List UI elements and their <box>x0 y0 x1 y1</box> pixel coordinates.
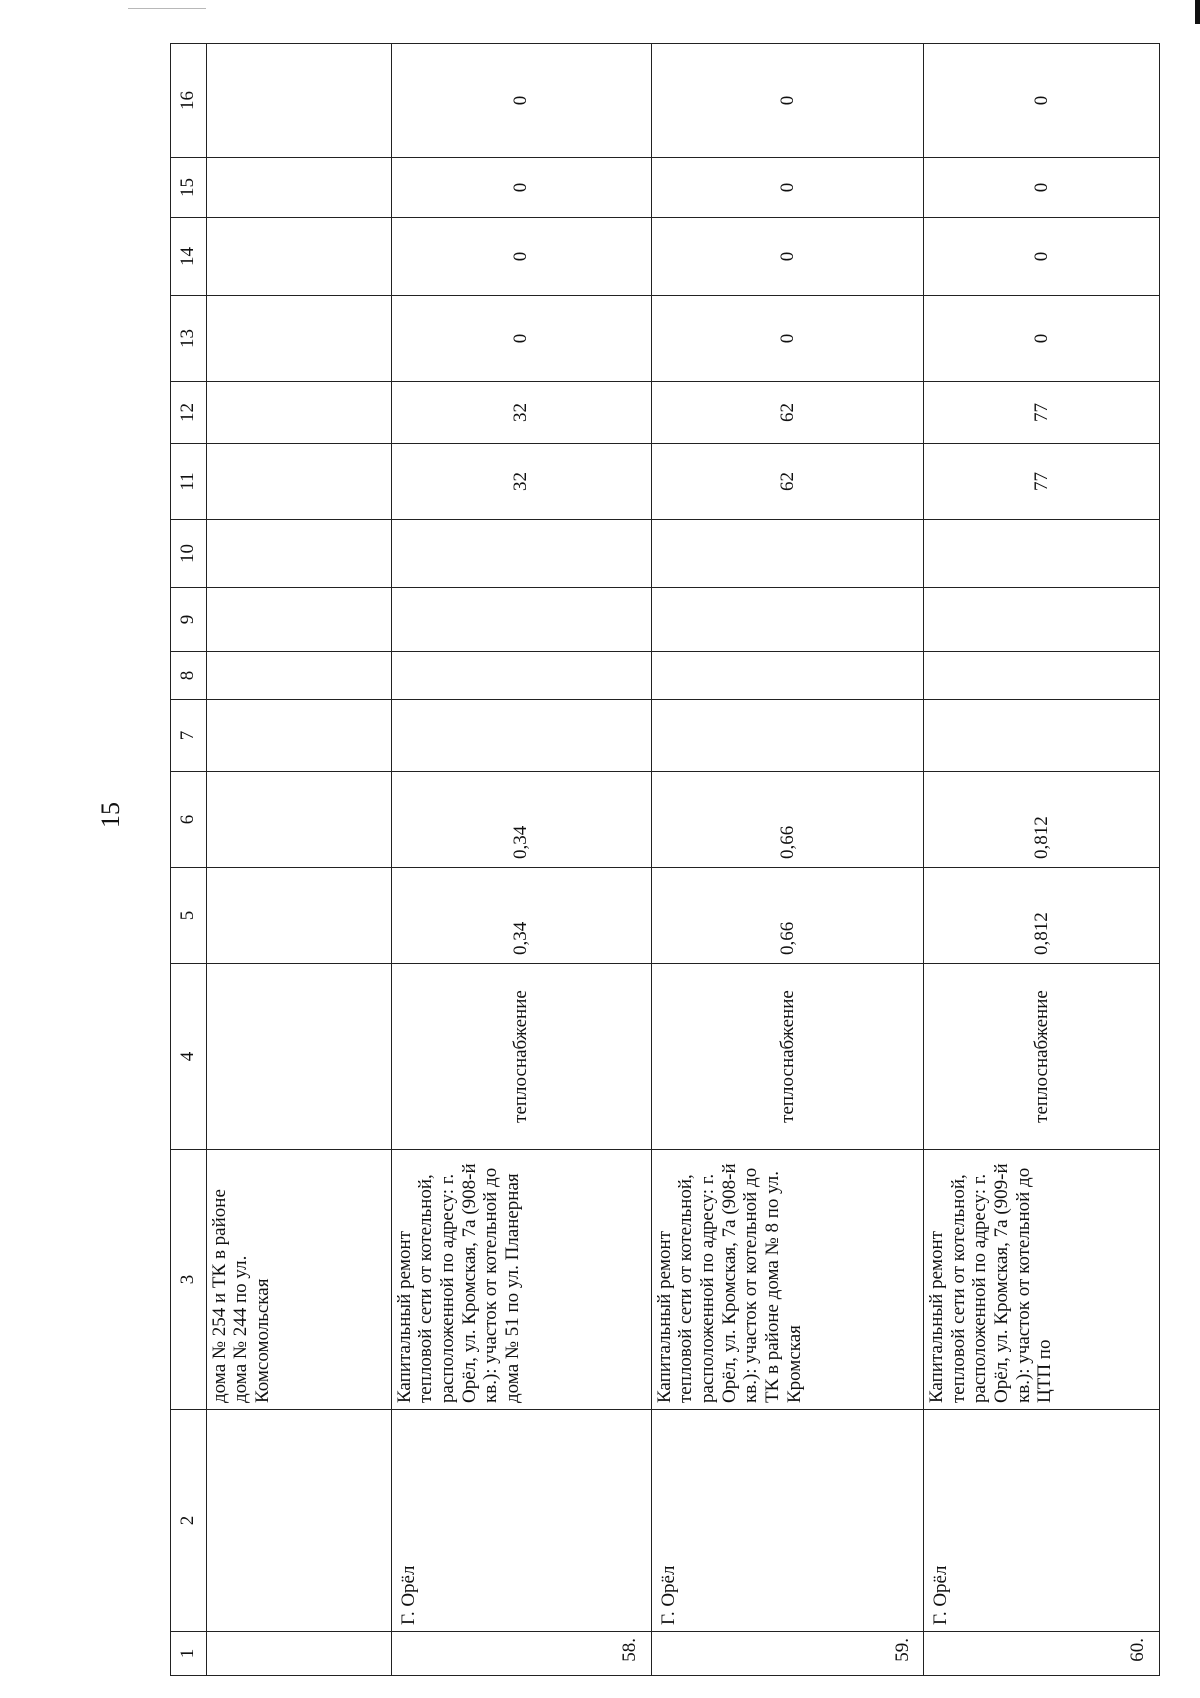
scan-artifact-line <box>128 8 206 9</box>
row-type: теплоснабжение <box>391 964 651 1150</box>
row-description: Капитальный ремонт тепловой сети от котельной, расположенной по адресу: г. Орёл, ул. Кромская, 7а (908-й кв.): участок от котельной до ТК в районе дома № 8 по ул. Кромская <box>651 1150 923 1410</box>
cell-empty <box>206 652 391 700</box>
continuation-description: дома № 254 и ТК в районе дома № 244 по ул. Комсомольская <box>206 1150 391 1410</box>
row-col13: 0 <box>924 296 1160 382</box>
row-col5: 0,66 <box>651 868 923 964</box>
row-city: Г. Орёл <box>924 1410 1160 1632</box>
works-table <box>170 43 1160 1676</box>
header-cell: 12 <box>171 382 207 444</box>
scan-edge-mark <box>1195 0 1200 24</box>
cell-empty <box>206 964 391 1150</box>
row-col10 <box>924 520 1160 588</box>
row-col13: 0 <box>651 296 923 382</box>
row-col9 <box>651 588 923 652</box>
table-row <box>391 44 651 1676</box>
header-cell: 11 <box>171 444 207 520</box>
row-col8 <box>391 652 651 700</box>
row-col12: 32 <box>391 382 651 444</box>
row-col14: 0 <box>391 218 651 296</box>
row-col8 <box>924 652 1160 700</box>
header-cell: 15 <box>171 158 207 218</box>
header-cell: 7 <box>171 700 207 772</box>
row-col13: 0 <box>391 296 651 382</box>
row-col8 <box>651 652 923 700</box>
cell-empty <box>206 444 391 520</box>
row-col16: 0 <box>651 44 923 158</box>
header-row <box>171 44 207 1676</box>
header-cell: 14 <box>171 218 207 296</box>
header-cell: 8 <box>171 652 207 700</box>
row-type: теплоснабжение <box>651 964 923 1150</box>
header-cell: 1 <box>171 1632 207 1676</box>
row-col12: 62 <box>651 382 923 444</box>
row-col15: 0 <box>391 158 651 218</box>
table-row <box>924 44 1160 1676</box>
row-col5: 0,812 <box>924 868 1160 964</box>
row-description: Капитальный ремонт тепловой сети от котельной, расположенной по адресу: г. Орёл, ул. Кромская, 7а (909-й кв.): участок от котельной до ЦТП по <box>924 1150 1160 1410</box>
row-number: 60. <box>924 1632 1160 1676</box>
row-col10 <box>651 520 923 588</box>
cell-empty <box>206 588 391 652</box>
header-cell: 9 <box>171 588 207 652</box>
row-col5: 0,34 <box>391 868 651 964</box>
row-col6: 0,812 <box>924 772 1160 868</box>
row-col9 <box>924 588 1160 652</box>
row-type: теплоснабжение <box>924 964 1160 1150</box>
row-col6: 0,66 <box>651 772 923 868</box>
table-row <box>651 44 923 1676</box>
cell-empty <box>206 520 391 588</box>
row-col15: 0 <box>651 158 923 218</box>
cell-empty <box>206 772 391 868</box>
header-cell: 10 <box>171 520 207 588</box>
row-number: 59. <box>651 1632 923 1676</box>
cell-empty <box>206 158 391 218</box>
row-city: Г. Орёл <box>651 1410 923 1632</box>
row-col11: 77 <box>924 444 1160 520</box>
row-col7 <box>651 700 923 772</box>
row-col16: 0 <box>924 44 1160 158</box>
cell-empty <box>206 700 391 772</box>
row-col15: 0 <box>924 158 1160 218</box>
cell-empty <box>206 296 391 382</box>
rotated-table-stage <box>170 44 1160 1676</box>
header-cell: 16 <box>171 44 207 158</box>
cell-empty <box>206 44 391 158</box>
page-number: 15 <box>96 802 125 828</box>
row-col12: 77 <box>924 382 1160 444</box>
cell-empty <box>206 1410 391 1632</box>
row-col11: 32 <box>391 444 651 520</box>
row-description: Капитальный ремонт тепловой сети от котельной, расположенной по адресу: г. Орёл, ул. Кромская, 7а (908-й кв.): участок от котельной до дома № 51 по ул. Планерная <box>391 1150 651 1410</box>
row-city: Г. Орёл <box>391 1410 651 1632</box>
row-col16: 0 <box>391 44 651 158</box>
row-col10 <box>391 520 651 588</box>
cell-empty <box>206 1632 391 1676</box>
row-number: 58. <box>391 1632 651 1676</box>
header-cell: 13 <box>171 296 207 382</box>
continuation-row <box>206 44 391 1676</box>
row-col7 <box>924 700 1160 772</box>
row-col6: 0,34 <box>391 772 651 868</box>
cell-empty <box>206 868 391 964</box>
row-col11: 62 <box>651 444 923 520</box>
header-cell: 4 <box>171 964 207 1150</box>
row-col14: 0 <box>924 218 1160 296</box>
row-col9 <box>391 588 651 652</box>
row-col14: 0 <box>651 218 923 296</box>
header-cell: 6 <box>171 772 207 868</box>
header-cell: 5 <box>171 868 207 964</box>
header-cell: 3 <box>171 1150 207 1410</box>
cell-empty <box>206 218 391 296</box>
cell-empty <box>206 382 391 444</box>
header-cell: 2 <box>171 1410 207 1632</box>
row-col7 <box>391 700 651 772</box>
